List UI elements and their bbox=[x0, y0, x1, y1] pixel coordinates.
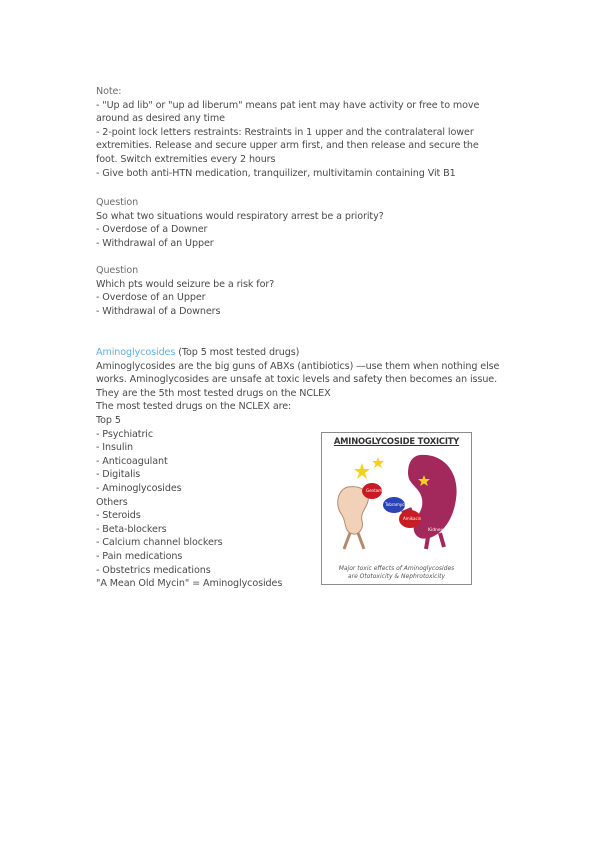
top5-item: - Psychiatric bbox=[96, 428, 154, 440]
most-tested-heading: The most tested drugs on the NCLEX are: bbox=[96, 401, 292, 413]
answer-item: - Overdose of an Upper bbox=[96, 292, 206, 304]
note-line: around as desired any time bbox=[96, 113, 225, 125]
paragraph-line: Aminoglycosides are the big guns of ABXs (antibiotics) —use them when nothing else bbox=[96, 360, 500, 372]
answer-item: - Withdrawal of an Upper bbox=[96, 237, 214, 249]
gentamicin-label: Gentamicin bbox=[366, 488, 389, 493]
aminoglycosides-title bbox=[96, 346, 496, 360]
star-icon bbox=[354, 463, 370, 479]
others-item: - Beta-blockers bbox=[96, 523, 167, 535]
top5-item: - Anticoagulant bbox=[96, 455, 168, 467]
aminoglycosides-link[interactable]: Aminoglycosides bbox=[96, 347, 176, 358]
note-section bbox=[96, 85, 496, 180]
aminoglycoside-toxicity-figure bbox=[321, 432, 472, 585]
note-line: - "Up ad lib" or "up ad liberum" means pat ient may have activity or free to move bbox=[96, 99, 480, 111]
question-prompt: So what two situations would respiratory arrest be a priority? bbox=[96, 210, 384, 222]
answer-item: - Withdrawal of a Downers bbox=[96, 305, 221, 317]
note-line: extremities. Release and secure upper arm first, and then release and secure the bbox=[96, 140, 479, 152]
note-line: - Give both anti-HTN medication, tranquilizer, multivitamin containing Vit B1 bbox=[96, 167, 456, 179]
kidneys-label: Kidneys bbox=[428, 528, 446, 533]
answer-item: - Overdose of a Downer bbox=[96, 224, 208, 236]
note-line: - 2-point lock letters restraints: Restraints in 1 upper and the contralateral lower bbox=[96, 126, 474, 138]
top5-item: - Digitalis bbox=[96, 469, 141, 481]
question-heading: Question bbox=[96, 265, 139, 276]
others-item: - Steroids bbox=[96, 510, 141, 522]
star-icon bbox=[372, 457, 384, 468]
question-heading: Question bbox=[96, 197, 139, 208]
caption-line: are Ototoxicity & Nephrotoxicity bbox=[347, 572, 446, 580]
others-item: - Calcium channel blockers bbox=[96, 537, 223, 549]
question-seizure-risk bbox=[96, 264, 496, 318]
top5-item: - Insulin bbox=[96, 442, 134, 454]
others-item: - Obstetrics medications bbox=[96, 564, 211, 576]
ear-legs-icon bbox=[344, 533, 364, 549]
figure-caption bbox=[326, 565, 467, 580]
mnemonic: "A Mean Old Mycin" = Aminoglycosides bbox=[96, 578, 283, 590]
question-respiratory-arrest bbox=[96, 196, 496, 250]
paragraph-line: works. Aminoglycosides are unsafe at toxic levels and safety then becomes an issue. bbox=[96, 374, 498, 386]
amikacin-label: Amikacin bbox=[403, 516, 422, 521]
question-prompt: Which pts would seizure be a risk for? bbox=[96, 278, 275, 290]
paragraph-line: They are the 5th most tested drugs on the NCLEX bbox=[96, 387, 331, 399]
figure-title: AMINOGLYCOSIDE TOXICITY bbox=[333, 436, 460, 446]
others-item: - Pain medications bbox=[96, 550, 183, 562]
top5-item: - Aminoglycosides bbox=[96, 482, 182, 494]
note-heading: Note: bbox=[96, 86, 122, 97]
caption-line: Major toxic effects of Aminoglycosides bbox=[338, 565, 455, 572]
toxicity-illustration bbox=[328, 449, 466, 557]
note-line: foot. Switch extremities every 2 hours bbox=[96, 153, 276, 165]
others-heading: Others bbox=[96, 496, 128, 508]
tobramycin-label: Tobramycin bbox=[385, 502, 408, 507]
top5-heading: Top 5 bbox=[96, 414, 121, 426]
aminoglycosides-title-rest: (Top 5 most tested drugs) bbox=[175, 347, 300, 358]
